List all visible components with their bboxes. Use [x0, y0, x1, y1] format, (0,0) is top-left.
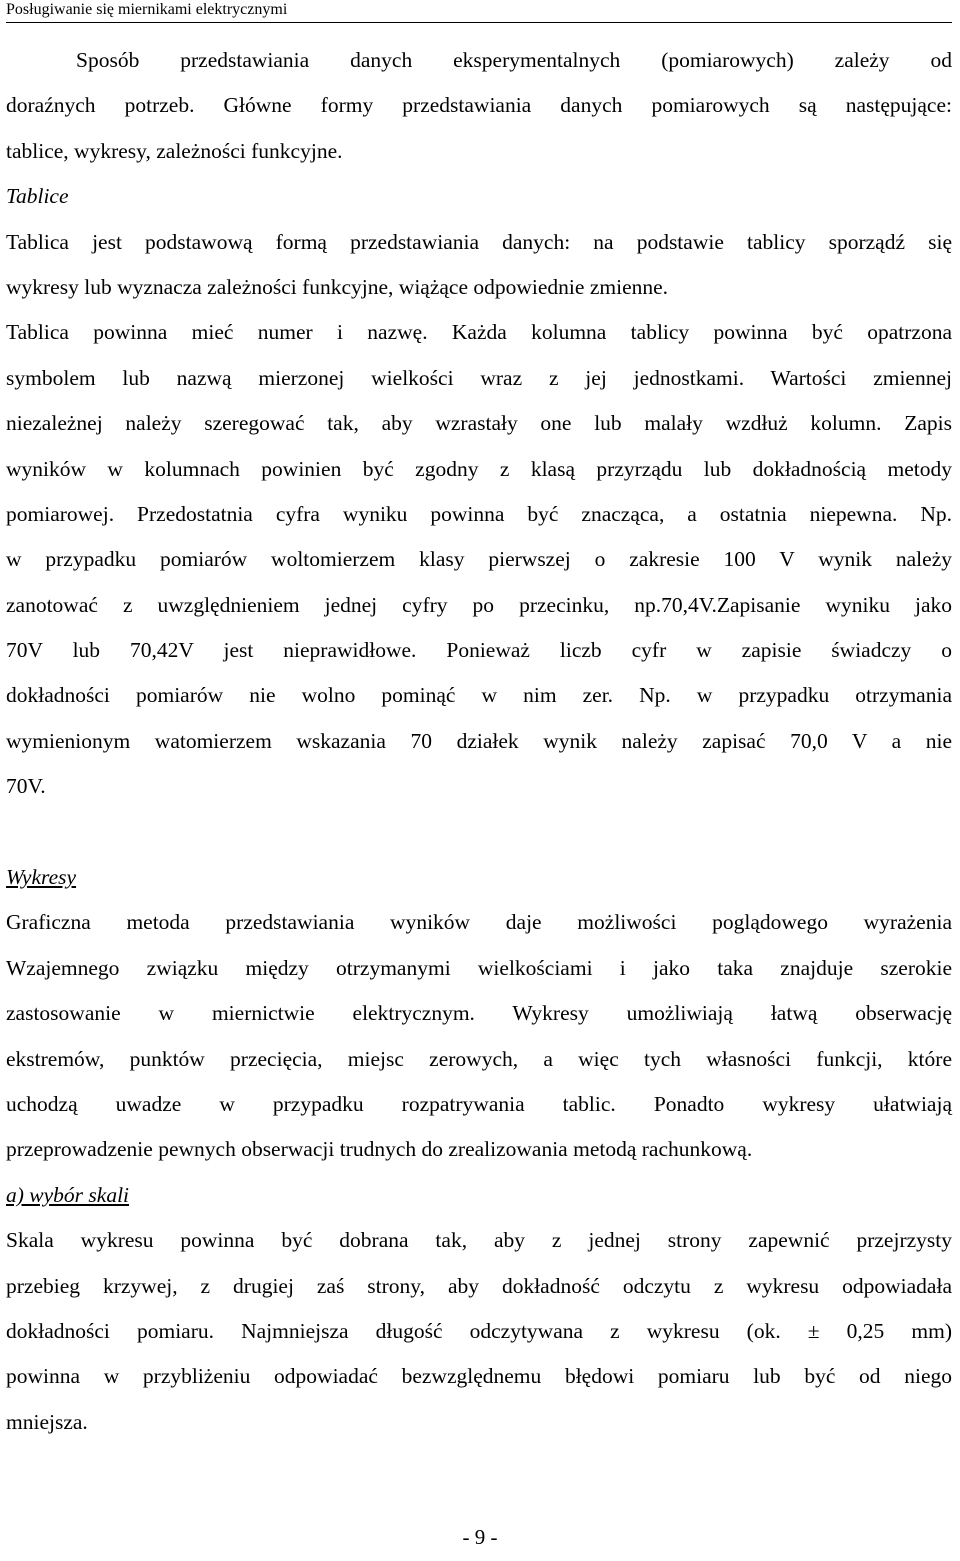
wykresy-line: Wzajemnego związku między otrzymanymi wielkościami i jako taka znajduje szerokie — [6, 955, 952, 980]
tablice-line: Tablica jest podstawową formą przedstawiania danych: na podstawie tablicy sporządź się — [6, 229, 952, 254]
wykresy-line: Graficzna metoda przedstawiania wyników daje możliwości poglądowego wyrażenia — [6, 910, 952, 935]
tablice-line: wyników w kolumnach powinien być zgodny z klasą przyrządu lub dokładnością metody — [6, 456, 952, 481]
page-number: - 9 - — [462, 1525, 498, 1549]
skala-line: Skala wykresu powinna być dobrana tak, aby z jednej strony zapewnić przejrzysty — [6, 1228, 952, 1253]
tablice-line: zanotować z uwzględnieniem jednej cyfry po przecinku, np.70,4V.Zapisanie wyniku jako — [6, 592, 952, 617]
tablice-line: wymienionym watomierzem wskazania 70 działek wynik należy zapisać 70,0 V a nie — [6, 728, 952, 753]
tablice-line: wykresy lub wyznacza zależności funkcyjne, wiążące odpowiednie zmienne. — [6, 274, 669, 299]
wykresy-line: ekstremów, punktów przecięcia, miejsc zerowych, a więc tych własności funkcji, które — [6, 1046, 952, 1071]
section-heading-wykresy: Wykresy — [6, 865, 77, 890]
skala-line: przebieg krzywej, z drugiej zaś strony, aby dokładność odczytu z wykresu odpowiadała — [6, 1273, 952, 1298]
paragraph-gap — [6, 810, 952, 855]
intro-line: tablice, wykresy, zależności funkcyjne. — [6, 138, 343, 163]
running-title: Posługiwanie się miernikami elektrycznymi — [6, 1, 288, 18]
tablice-line: symbolem lub nazwą mierzonej wielkości wraz z jej jednostkami. Wartości zmiennej — [6, 365, 952, 390]
skala-line: powinna w przybliżeniu odpowiadać bezwzględnemu błędowi pomiaru lub być od niego — [6, 1364, 952, 1389]
tablice-line: pomiarowej. Przedostatnia cyfra wyniku powinna być znacząca, a ostatnia niepewna. Np. — [6, 501, 952, 526]
skala-line: mniejsza. — [6, 1409, 88, 1434]
running-header — [6, 0, 952, 23]
wykresy-line: uchodzą uwadze w przypadku rozpatrywania tablic. Ponadto wykresy ułatwiają — [6, 1091, 952, 1116]
tablice-line: niezależnej należy szeregować tak, aby wzrastały one lub malały wzdłuż kolumn. Zapis — [6, 411, 952, 436]
tablice-line: dokładności pomiarów nie wolno pominąć w nim zer. Np. w przypadku otrzymania — [6, 683, 952, 708]
subsection-heading-wybor-skali: a) wybór skali — [6, 1182, 130, 1207]
page-body — [6, 38, 952, 1445]
wykresy-line: zastosowanie w miernictwie elektrycznym. Wykresy umożliwiają łatwą obserwację — [6, 1001, 952, 1026]
section-heading-tablice: Tablice — [6, 184, 69, 209]
tablice-line: 70V. — [6, 774, 46, 799]
intro-line: Sposób przedstawiania danych eksperymentalnych (pomiarowych) zależy od — [76, 48, 952, 72]
tablice-line: w przypadku pomiarów woltomierzem klasy pierwszej o zakresie 100 V wynik należy — [6, 547, 952, 572]
tablice-line: Tablica powinna mieć numer i nazwę. Każda kolumna tablicy powinna być opatrzona — [6, 320, 952, 345]
tablice-line: 70V lub 70,42V jest nieprawidłowe. Ponieważ liczb cyfr w zapisie świadczy o — [6, 638, 952, 663]
intro-line: doraźnych potrzeb. Główne formy przedstawiania danych pomiarowych są następujące: — [6, 93, 952, 118]
wykresy-line: przeprowadzenie pewnych obserwacji trudnych do zrealizowania metodą rachunkową. — [6, 1137, 753, 1162]
skala-line: dokładności pomiaru. Najmniejsza długość odczytywana z wykresu (ok. ± 0,25 mm) — [6, 1318, 952, 1343]
